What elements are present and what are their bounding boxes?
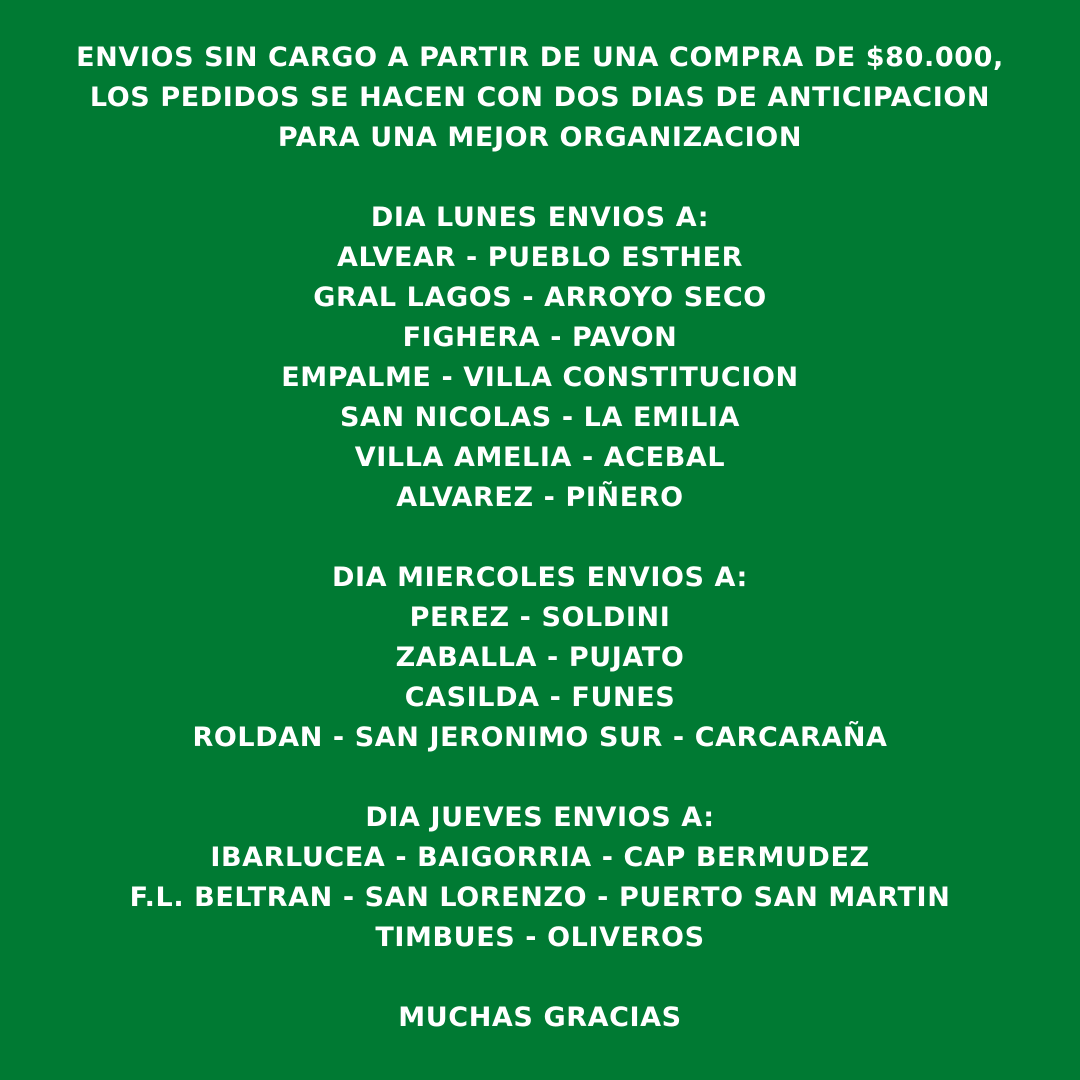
monday-destination: EMPALME - VILLA CONSTITUCION bbox=[281, 362, 799, 393]
intro-line: LOS PEDIDOS SE HACEN CON DOS DIAS DE ANTICIPACION bbox=[89, 82, 991, 113]
intro-line: ENVIOS SIN CARGO A PARTIR DE UNA COMPRA DE $80.000, bbox=[76, 42, 1004, 73]
thursday-heading: DIA JUEVES ENVIOS A: bbox=[365, 802, 715, 833]
monday-section bbox=[0, 198, 1080, 518]
intro-line: PARA UNA MEJOR ORGANIZACION bbox=[277, 122, 803, 153]
spacer bbox=[0, 958, 1080, 998]
wednesday-destination: CASILDA - FUNES bbox=[404, 682, 676, 713]
thursday-destination: TIMBUES - OLIVEROS bbox=[375, 922, 705, 953]
closing-message: MUCHAS GRACIAS bbox=[398, 1002, 682, 1033]
monday-destination: SAN NICOLAS - LA EMILIA bbox=[339, 402, 741, 433]
monday-destination: GRAL LAGOS - ARROYO SECO bbox=[313, 282, 767, 313]
monday-heading: DIA LUNES ENVIOS A: bbox=[370, 202, 710, 233]
monday-destination: VILLA AMELIA - ACEBAL bbox=[354, 442, 726, 473]
spacer bbox=[0, 758, 1080, 798]
thursday-destination: F.L. BELTRAN - SAN LORENZO - PUERTO SAN MARTIN bbox=[129, 882, 951, 913]
thursday-destination: IBARLUCEA - BAIGORRIA - CAP BERMUDEZ bbox=[210, 842, 870, 873]
monday-destination: FIGHERA - PAVON bbox=[402, 322, 678, 353]
monday-destination: ALVEAR - PUEBLO ESTHER bbox=[336, 242, 744, 273]
wednesday-destination: ZABALLA - PUJATO bbox=[395, 642, 685, 673]
monday-destination: ALVAREZ - PIÑERO bbox=[396, 482, 684, 513]
wednesday-destination: PEREZ - SOLDINI bbox=[409, 602, 671, 633]
spacer bbox=[0, 158, 1080, 198]
thursday-section bbox=[0, 798, 1080, 958]
wednesday-destination: ROLDAN - SAN JERONIMO SUR - CARCARAÑA bbox=[192, 722, 888, 753]
wednesday-section bbox=[0, 558, 1080, 758]
spacer bbox=[0, 518, 1080, 558]
intro-section bbox=[0, 38, 1080, 158]
wednesday-heading: DIA MIERCOLES ENVIOS A: bbox=[332, 562, 748, 593]
